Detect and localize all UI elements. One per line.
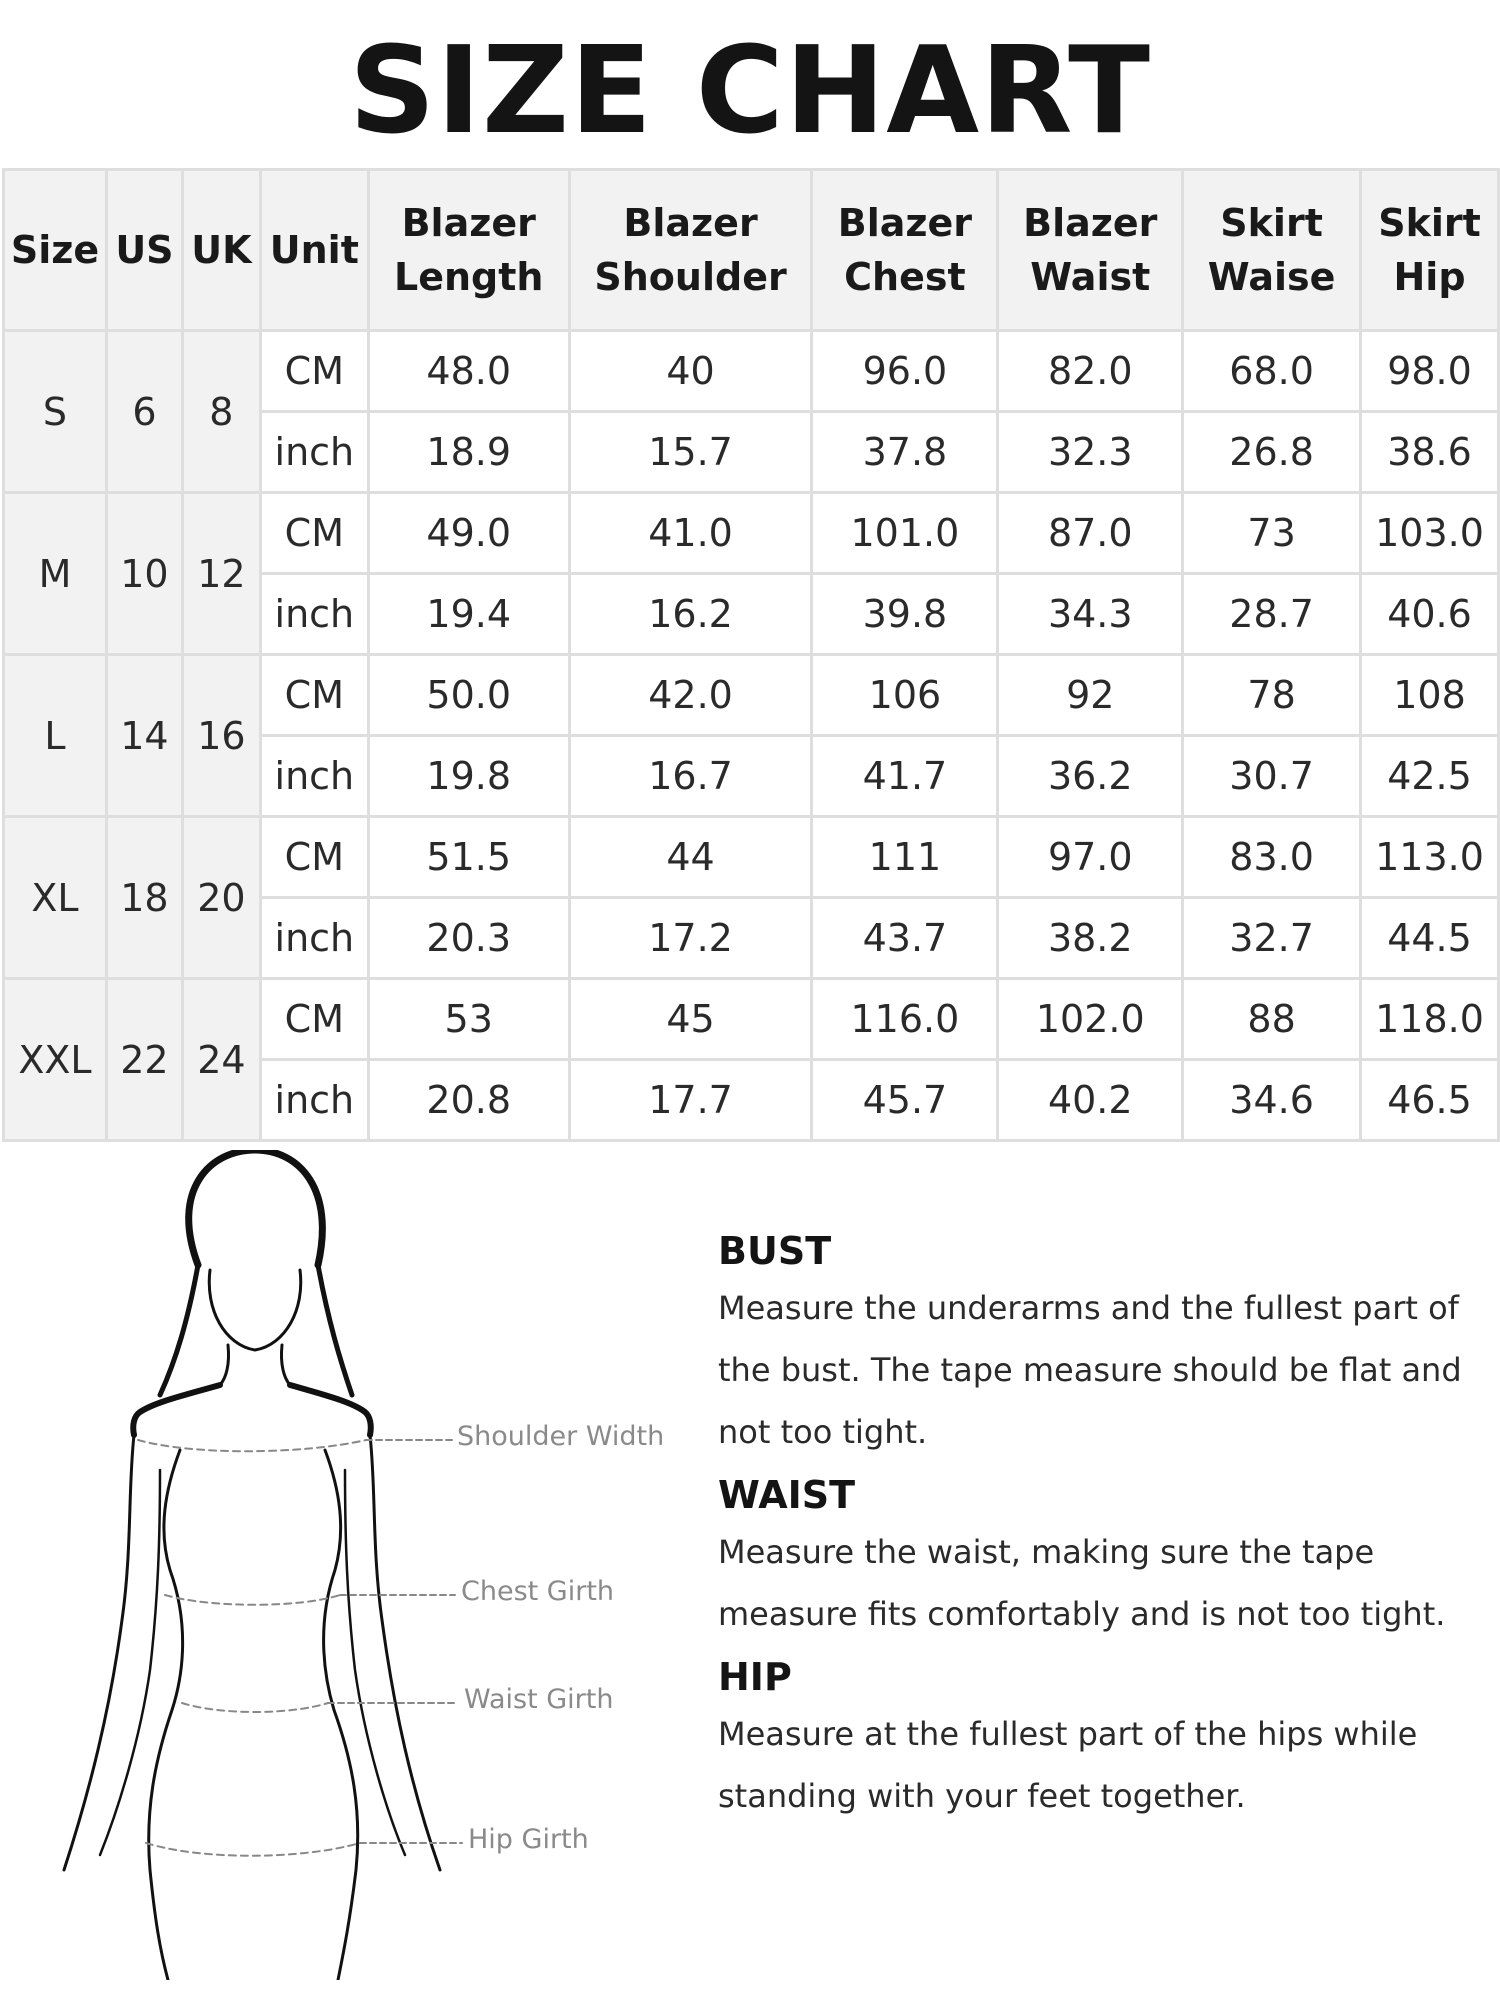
measurement-cell: 108 — [1361, 655, 1499, 736]
measurement-cell: 106 — [812, 655, 998, 736]
measurement-cell: 97.0 — [998, 817, 1183, 898]
header-blazer-shoulder: Blazer Shoulder — [569, 170, 812, 331]
measurement-cell: 16.2 — [569, 574, 812, 655]
unit-cell: inch — [260, 412, 368, 493]
measurement-cell: 50.0 — [368, 655, 569, 736]
size-cell: XXL — [4, 979, 107, 1141]
size-cell: M — [4, 493, 107, 655]
header-row — [4, 170, 1499, 331]
measurement-cell: 111 — [812, 817, 998, 898]
us-size-cell: 6 — [106, 331, 182, 493]
uk-size-cell: 24 — [182, 979, 260, 1141]
us-size-cell: 18 — [106, 817, 182, 979]
measurement-cell: 49.0 — [368, 493, 569, 574]
unit-cell: CM — [260, 979, 368, 1060]
measurement-cell: 38.2 — [998, 898, 1183, 979]
measurement-cell: 103.0 — [1361, 493, 1499, 574]
table-body — [4, 331, 1499, 1141]
hip-heading: HIP — [718, 1655, 792, 1699]
measurement-cell: 17.2 — [569, 898, 812, 979]
measurement-cell: 118.0 — [1361, 979, 1499, 1060]
size-table — [2, 168, 1500, 1142]
unit-cell: inch — [260, 1060, 368, 1141]
unit-cell: CM — [260, 817, 368, 898]
measurement-cell: 53 — [368, 979, 569, 1060]
hip-text: Measure at the fullest part of the hips while standing with your feet together. — [718, 1715, 1418, 1815]
table-row — [4, 493, 1499, 574]
header-blazer-length: Blazer Length — [368, 170, 569, 331]
us-size-cell: 14 — [106, 655, 182, 817]
measurement-cell: 41.7 — [812, 736, 998, 817]
measurement-cell: 102.0 — [998, 979, 1183, 1060]
measurement-cell: 19.8 — [368, 736, 569, 817]
measurement-cell: 46.5 — [1361, 1060, 1499, 1141]
uk-size-cell: 8 — [182, 331, 260, 493]
measurement-cell: 101.0 — [812, 493, 998, 574]
measurement-cell: 30.7 — [1183, 736, 1361, 817]
waist-girth-label: Waist Girth — [464, 1684, 614, 1715]
waist-text: Measure the waist, making sure the tape measure fits comfortably and is not too tight. — [718, 1533, 1446, 1633]
measurement-cell: 17.7 — [569, 1060, 812, 1141]
header-size: Size — [4, 170, 107, 331]
measurement-cell: 42.0 — [569, 655, 812, 736]
size-cell: XL — [4, 817, 107, 979]
measurement-cell: 116.0 — [812, 979, 998, 1060]
measurement-cell: 45.7 — [812, 1060, 998, 1141]
measurement-figure — [0, 1150, 710, 1984]
header-skirt-waise: Skirt Waise — [1183, 170, 1361, 331]
measurement-cell: 18.9 — [368, 412, 569, 493]
table-row — [4, 655, 1499, 736]
measurement-cell: 19.4 — [368, 574, 569, 655]
uk-size-cell: 20 — [182, 817, 260, 979]
unit-cell: CM — [260, 655, 368, 736]
header-blazer-waist: Blazer Waist — [998, 170, 1183, 331]
measurement-cell: 98.0 — [1361, 331, 1499, 412]
measurement-cell: 51.5 — [368, 817, 569, 898]
measurement-cell: 45 — [569, 979, 812, 1060]
header-us: US — [106, 170, 182, 331]
page-title: SIZE CHART — [348, 22, 1152, 161]
uk-size-cell: 16 — [182, 655, 260, 817]
measurement-cell: 40.6 — [1361, 574, 1499, 655]
unit-cell: inch — [260, 736, 368, 817]
measurement-cell: 26.8 — [1183, 412, 1361, 493]
measurement-cell: 48.0 — [368, 331, 569, 412]
measurement-cell: 82.0 — [998, 331, 1183, 412]
measurement-cell: 41.0 — [569, 493, 812, 574]
bust-text: Measure the underarms and the fullest part of the bust. The tape measure should be flat and not too tight. — [718, 1289, 1462, 1451]
bust-heading: BUST — [718, 1229, 832, 1273]
table-row — [4, 979, 1499, 1060]
measurement-cell: 78 — [1183, 655, 1361, 736]
header-uk: UK — [182, 170, 260, 331]
unit-cell: inch — [260, 574, 368, 655]
header-blazer-chest: Blazer Chest — [812, 170, 998, 331]
size-cell: S — [4, 331, 107, 493]
measurement-cell: 44 — [569, 817, 812, 898]
measurement-cell: 34.6 — [1183, 1060, 1361, 1141]
us-size-cell: 22 — [106, 979, 182, 1141]
measurement-cell: 96.0 — [812, 331, 998, 412]
measurement-cell: 20.3 — [368, 898, 569, 979]
measurement-notes — [718, 1225, 1478, 1833]
measurement-cell: 43.7 — [812, 898, 998, 979]
measurement-cell: 16.7 — [569, 736, 812, 817]
measurement-cell: 83.0 — [1183, 817, 1361, 898]
us-size-cell: 10 — [106, 493, 182, 655]
measurement-cell: 20.8 — [368, 1060, 569, 1141]
header-unit: Unit — [260, 170, 368, 331]
measurement-cell: 73 — [1183, 493, 1361, 574]
hip-girth-label: Hip Girth — [468, 1824, 589, 1855]
size-cell: L — [4, 655, 107, 817]
waist-heading: WAIST — [718, 1473, 856, 1517]
measurement-cell: 15.7 — [569, 412, 812, 493]
measurement-cell: 40.2 — [998, 1060, 1183, 1141]
measurement-cell: 34.3 — [998, 574, 1183, 655]
uk-size-cell: 12 — [182, 493, 260, 655]
measurement-cell: 37.8 — [812, 412, 998, 493]
shoulder-width-label: Shoulder Width — [457, 1421, 665, 1452]
measurement-cell: 36.2 — [998, 736, 1183, 817]
measurement-cell: 38.6 — [1361, 412, 1499, 493]
measurement-cell: 32.7 — [1183, 898, 1361, 979]
measurement-cell: 113.0 — [1361, 817, 1499, 898]
unit-cell: inch — [260, 898, 368, 979]
chest-girth-label: Chest Girth — [461, 1576, 615, 1607]
measurement-cell: 88 — [1183, 979, 1361, 1060]
measurement-cell: 68.0 — [1183, 331, 1361, 412]
header-skirt-hip: Skirt Hip — [1361, 170, 1499, 331]
table-row — [4, 331, 1499, 412]
measurement-cell: 39.8 — [812, 574, 998, 655]
measurement-cell: 42.5 — [1361, 736, 1499, 817]
measurement-cell: 92 — [998, 655, 1183, 736]
table-row — [4, 817, 1499, 898]
body-silhouette-icon — [0, 1150, 710, 1980]
measurement-cell: 44.5 — [1361, 898, 1499, 979]
measurement-cell: 32.3 — [998, 412, 1183, 493]
unit-cell: CM — [260, 331, 368, 412]
measurement-cell: 40 — [569, 331, 812, 412]
measurement-cell: 28.7 — [1183, 574, 1361, 655]
measurement-cell: 87.0 — [998, 493, 1183, 574]
unit-cell: CM — [260, 493, 368, 574]
